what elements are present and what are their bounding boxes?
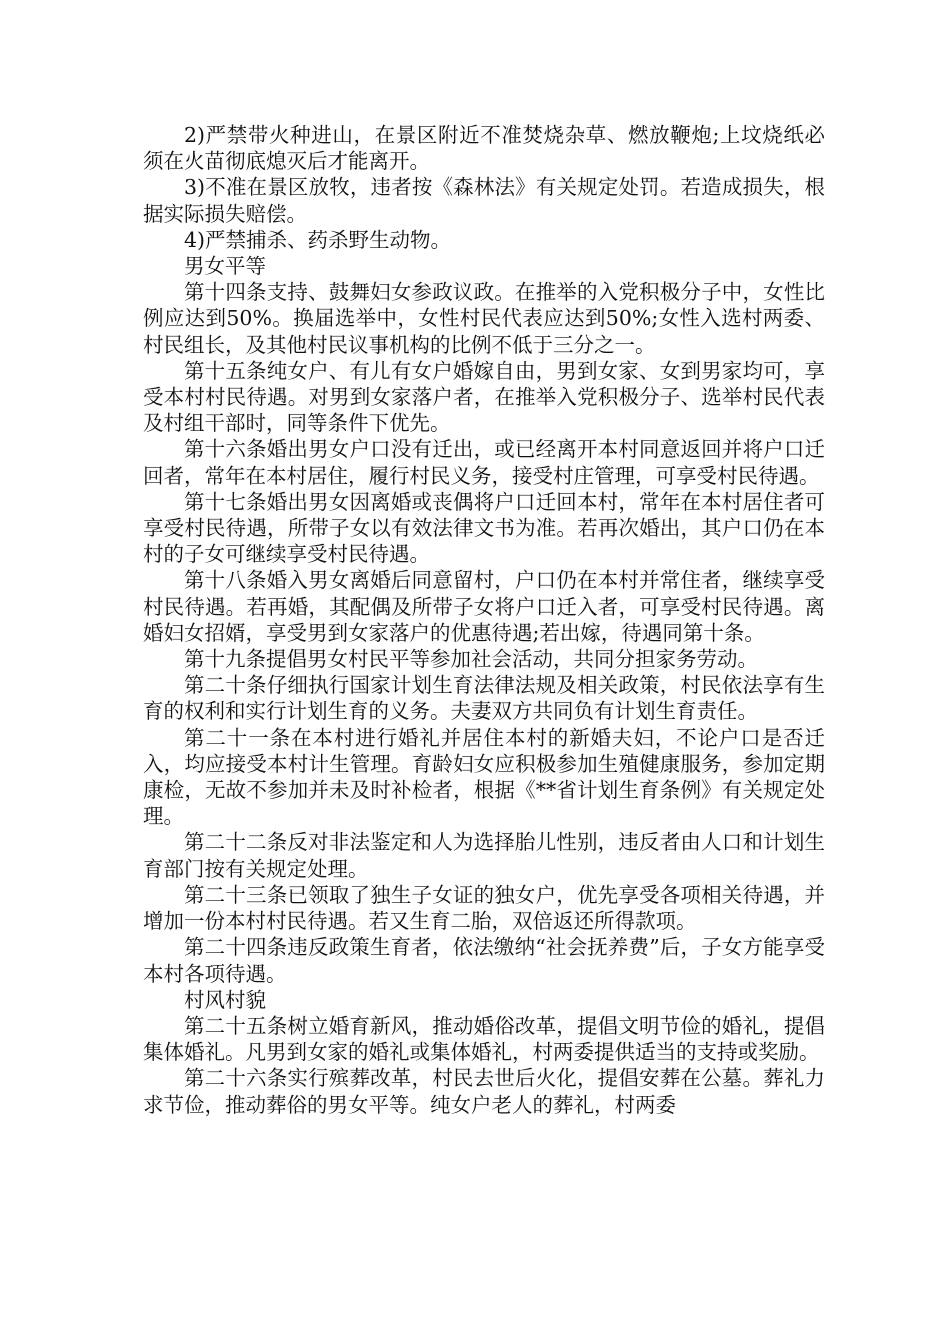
article-21: 第二十一条在本村进行婚礼并居住本村的新婚夫妇，不论户口是否迁入，均应接受本村计生管理。育龄妇女应积极参加生殖健康服务，参加定期康检，无故不参加并未及时补检者，根据《**省计划生育条例》有关规定处理。 [143,725,825,829]
article-20: 第二十条仔细执行国家计划生育法律法规及相关政策，村民依法享有生育的权利和实行计划生育的义务。夫妻双方共同负有计划生育责任。 [143,673,825,724]
article-15: 第十五条纯女户、有儿有女户婚嫁自由，男到女家、女到男家均可，享受本村村民待遇。对男到女家落户者，在推举入党积极分子、选举村民代表及村组干部时，同等条件下优先。 [143,358,825,436]
article-18: 第十八条婚入男女离婚后同意留村，户口仍在本村并常住者，继续享受村民待遇。若再婚，其配偶及所带子女将户口迁入者，可享受村民待遇。离婚妇女招婿，享受男到女家落户的优惠待遇;若出嫁，待遇同第十条。 [143,568,825,645]
article-14: 第十四条支持、鼓舞妇女参政议政。在推举的入党积极分子中，女性比例应达到50%。换届选举中，女性村民代表应达到50%;女性入选村两委、村民组长，及其他村民议事机构的比例不低于三分之一。 [143,280,825,357]
article-25: 第二十五条树立婚育新风，推动婚俗改革，提倡文明节俭的婚礼，提倡集体婚礼。凡男到女家的婚礼或集体婚礼，村两委提供适当的支持或奖励。 [143,1013,825,1065]
section-heading-gender-equality: 男女平等 [184,254,266,279]
paragraph-grazing-ban: 3)不准在景区放牧，违者按《森林法》有关规定处罚。若造成损失，根据实际损失赔偿。 [143,175,825,226]
article-23: 第二十三条已领取了独生子女证的独女户，优先享受各项相关待遇，并增加一份本村村民待遇。若又生育二胎，双倍返还所得款项。 [143,882,825,934]
article-16: 第十六条婚出男女户口没有迁出，或已经离开本村同意返回并将户口迁回者，常年在本村居住，履行村民义务，接受村庄管理，可享受村民待遇。 [143,437,825,488]
article-24: 第二十四条违反政策生育者，依法缴纳“社会抚养费”后，子女方能享受本村各项待遇。 [143,935,825,986]
paragraph-wildlife-ban: 4)严禁捕杀、药杀野生动物。 [184,227,452,252]
article-17: 第十七条婚出男女因离婚或丧偶将户口迁回本村，常年在本村居住者可享受村民待遇，所带子女以有效法律文书为准。若再次婚出，其户口仍在本村的子女可继续享受村民待遇。 [143,489,825,567]
article-22: 第二十二条反对非法鉴定和人为选择胎儿性别，违反者由人口和计划生育部门按有关规定处理。 [143,830,825,881]
paragraph-fire-ban: 2)严禁带火种进山，在景区附近不准焚烧杂草、燃放鞭炮;上坟烧纸必须在火苗彻底熄灭后才能离开。 [143,123,825,174]
article-26: 第二十六条实行殡葬改革，村民去世后火化，提倡安葬在公墓。葬礼力求节俭，推动葬俗的男女平等。纯女户老人的葬礼，村两委 [143,1066,825,1117]
document-body [143,122,825,1118]
article-19: 第十九条提倡男女村民平等参加社会活动，共同分担家务劳动。 [184,647,758,672]
section-heading-village-customs: 村风村貌 [184,987,266,1012]
